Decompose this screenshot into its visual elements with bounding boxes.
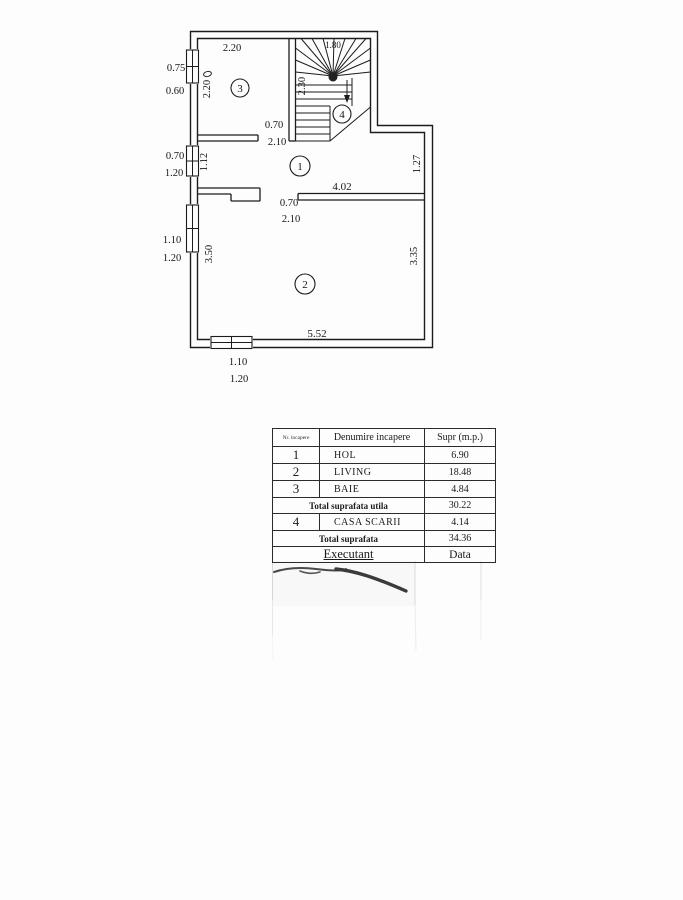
dimension-labels: [163, 40, 423, 385]
dim-hall-right: 1.27: [412, 154, 423, 174]
table-row: [273, 481, 496, 498]
dim-door-living-width: 0.70: [279, 198, 299, 209]
room-marker-casa-scarii: [333, 105, 351, 123]
dim-living-right: 3.35: [409, 246, 420, 266]
row-name: CASA SCARII: [320, 514, 425, 531]
header-name: Denumire incapere: [320, 429, 425, 447]
row-nr: 3: [273, 481, 320, 498]
dim-door-bath-height: 2.10: [267, 137, 287, 148]
total-utila-row: [273, 498, 496, 514]
dim-living-left: 3.50: [204, 244, 215, 264]
executant-label: Executant: [273, 547, 425, 563]
row-name: LIVING: [320, 464, 425, 481]
stair-hub: [329, 73, 338, 82]
row-name: BAIE: [320, 481, 425, 498]
dim-window1-width: 0.75: [166, 63, 186, 74]
bath-fixture: [203, 71, 212, 78]
dim-hall-left: 1.12: [199, 152, 210, 172]
room-marker-baie: [231, 79, 249, 97]
dim-door-living-height: 2.10: [281, 214, 301, 225]
row-area: 18.48: [425, 464, 496, 481]
table-row: [273, 447, 496, 464]
header-area: Supr (m.p.): [425, 429, 496, 447]
row-area: 4.84: [425, 481, 496, 498]
row-name: HOL: [320, 447, 425, 464]
row-area: 6.90: [425, 447, 496, 464]
table-row: [273, 514, 496, 531]
dim-window2-width: 0.70: [165, 151, 185, 162]
total-label: Total suprafata: [273, 531, 425, 547]
row-nr: 1: [273, 447, 320, 464]
table-header-row: [273, 429, 496, 447]
header-nr: Nr. incapere: [273, 429, 320, 447]
dim-room3-width: 2.20: [222, 43, 242, 54]
dim-stair-width: 1.80: [325, 40, 341, 50]
room-marker-living: [295, 274, 315, 294]
dim-hall-width: 4.02: [332, 181, 352, 193]
row-area: 4.14: [425, 514, 496, 531]
row-nr: 4: [273, 514, 320, 531]
room-number: 3: [237, 83, 243, 95]
room-area-table: [272, 428, 496, 563]
executant-row: [273, 547, 496, 563]
total-utila-value: 30.22: [425, 498, 496, 514]
exterior-walls: [191, 32, 433, 348]
data-label: Data: [425, 547, 496, 563]
row-nr: 2: [273, 464, 320, 481]
dim-window4-width: 1.10: [228, 357, 248, 368]
room-number: 4: [339, 109, 345, 121]
dim-door-bath-width: 0.70: [264, 120, 284, 131]
room-marker-hol: [290, 156, 310, 176]
room-number: 1: [297, 161, 303, 173]
dim-window1-height: 0.60: [165, 86, 185, 97]
dim-room3-height: 2.20: [202, 79, 213, 99]
windows: [185, 49, 253, 350]
table-row: [273, 464, 496, 481]
dim-living-width: 5.52: [307, 328, 327, 340]
dim-stair-depth: 2.30: [297, 76, 308, 96]
room-number: 2: [302, 279, 308, 291]
total-value: 34.36: [425, 531, 496, 547]
dim-window2-height: 1.20: [164, 168, 184, 179]
total-row: [273, 531, 496, 547]
dim-window3-width: 1.10: [162, 235, 182, 246]
dim-window3-height: 1.20: [162, 253, 182, 264]
total-utila-label: Total suprafata utila: [273, 498, 425, 514]
dim-window4-height: 1.20: [229, 374, 249, 385]
